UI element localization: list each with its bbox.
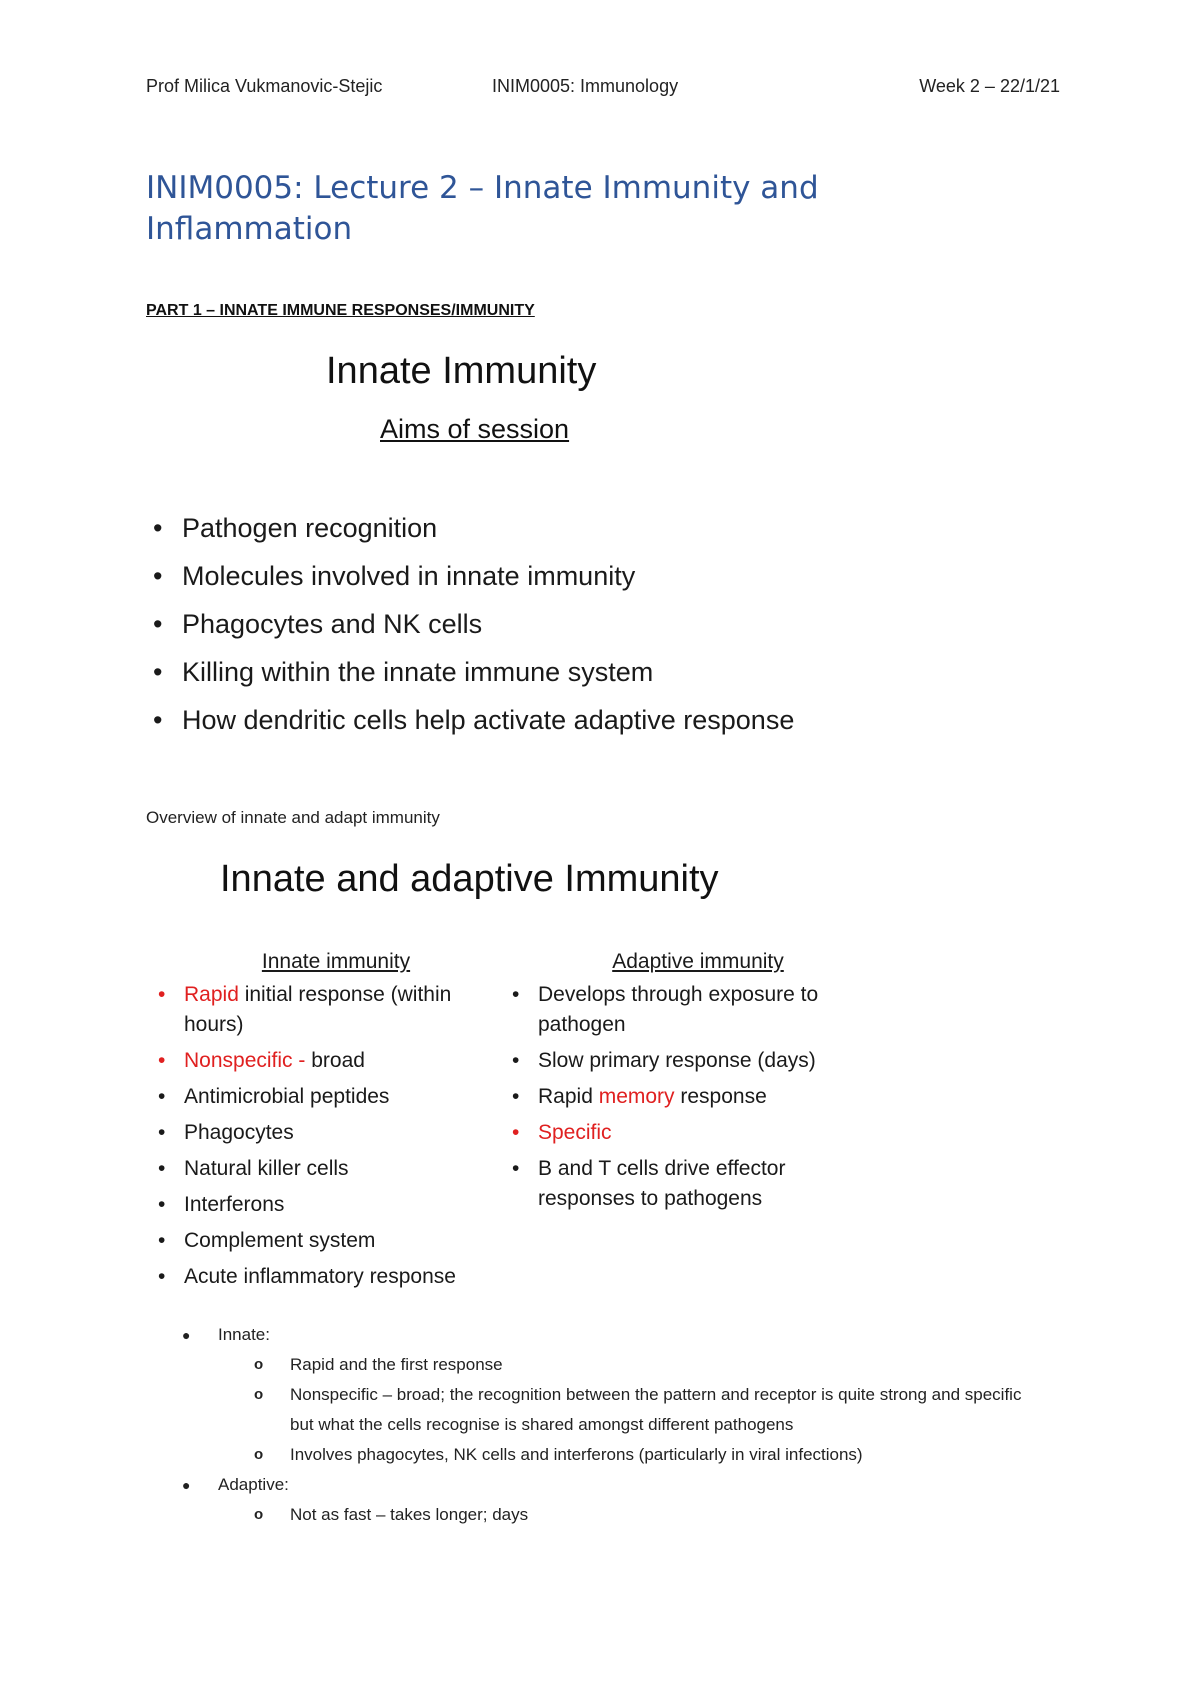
header-week: Week 2 – 22/1/21 — [919, 76, 1060, 96]
sub-bullet-icon: o — [254, 1446, 264, 1463]
notes-section — [146, 1320, 1046, 1530]
innate-list — [154, 980, 494, 1292]
aims-list — [146, 508, 802, 748]
innate-column — [154, 950, 494, 1298]
sub-bullet-icon: o — [254, 1356, 264, 1373]
list-item: o Involves phagocytes, NK cells and interferons (particularly in viral infections) — [146, 1440, 1046, 1470]
document-title: INIM0005: Lecture 2 – Innate Immunity and Inflammation — [146, 170, 819, 247]
list-item: • Interferons — [154, 1190, 494, 1220]
bullet-icon: • — [153, 513, 163, 543]
list-item: • Killing within the innate immune system — [146, 652, 802, 692]
bullet-icon: ● — [182, 1327, 191, 1343]
list-item: • Acute inflammatory response — [154, 1262, 494, 1292]
list-item: • Antimicrobial peptides — [154, 1082, 494, 1112]
slide-aims-of-session — [146, 350, 1046, 780]
bullet-icon: • — [158, 1229, 166, 1252]
list-item: o Rapid and the first response — [146, 1350, 1046, 1380]
list-item: • How dendritic cells help activate adaptive response — [146, 700, 802, 740]
bullet-icon: ● — [182, 1477, 191, 1493]
slide-title: Innate Immunity — [326, 350, 597, 392]
bullet-icon: • — [153, 657, 163, 687]
list-item: • Phagocytes and NK cells — [146, 604, 802, 644]
sub-bullet-icon: o — [254, 1506, 264, 1523]
adaptive-list — [508, 980, 888, 1214]
adaptive-heading: Adaptive immunity — [612, 950, 784, 973]
list-item: • Develops through exposure to pathogen — [508, 980, 888, 1040]
bullet-icon: • — [512, 1049, 520, 1072]
bullet-icon: • — [158, 1049, 166, 1072]
bullet-icon: • — [158, 1121, 166, 1144]
list-item: • Rapid memory response — [508, 1082, 888, 1112]
bullet-icon: • — [512, 1157, 520, 1180]
header-module: INIM0005: Immunology — [492, 76, 679, 96]
bullet-icon: • — [158, 1193, 166, 1216]
list-item: • Molecules involved in innate immunity — [146, 556, 802, 596]
header-author: Prof Milica Vukmanovic-Stejic — [146, 76, 383, 96]
adaptive-column — [508, 950, 888, 1220]
list-item: • Specific — [508, 1118, 888, 1148]
slide-caption: Overview of innate and adapt immunity — [146, 808, 440, 827]
slide-title: Innate and adaptive Immunity — [220, 858, 719, 900]
list-item: o Nonspecific – broad; the recognition between the pattern and receptor is quite strong and specific but what the cells recognise is shared amongst different pathogens — [146, 1380, 1046, 1440]
list-item: • Natural killer cells — [154, 1154, 494, 1184]
bullet-icon: • — [153, 561, 163, 591]
innate-heading: Innate immunity — [261, 950, 411, 973]
list-item: o Not as fast – takes longer; days — [146, 1500, 1046, 1530]
list-item: • Rapid initial response (within hours) — [154, 980, 494, 1040]
bullet-icon: • — [158, 1265, 166, 1288]
slide-subtitle: Aims of session — [380, 414, 570, 444]
list-item: • Pathogen recognition — [146, 508, 802, 548]
bullet-icon: • — [153, 609, 163, 639]
bullet-icon: • — [158, 1085, 166, 1108]
list-item: • Complement system — [154, 1226, 494, 1256]
list-item: • B and T cells drive effector responses to pathogens — [508, 1154, 888, 1214]
bullet-icon: • — [158, 983, 166, 1006]
list-item: • Phagocytes — [154, 1118, 494, 1148]
list-item: • Slow primary response (days) — [508, 1046, 888, 1076]
list-item: • Nonspecific - broad — [154, 1046, 494, 1076]
bullet-icon: • — [512, 983, 520, 1006]
bullet-icon: • — [512, 1121, 520, 1144]
bullet-icon: • — [512, 1085, 520, 1108]
sub-bullet-icon: o — [254, 1386, 264, 1403]
notes-adaptive-label: ● Adaptive: — [146, 1470, 1046, 1500]
bullet-icon: • — [158, 1157, 166, 1180]
part-heading: PART 1 – INNATE IMMUNE RESPONSES/IMMUNITY — [146, 302, 535, 319]
slide-innate-adaptive — [146, 858, 1046, 1298]
bullet-icon: • — [153, 705, 163, 735]
notes-innate-label: ● Innate: — [146, 1320, 1046, 1350]
